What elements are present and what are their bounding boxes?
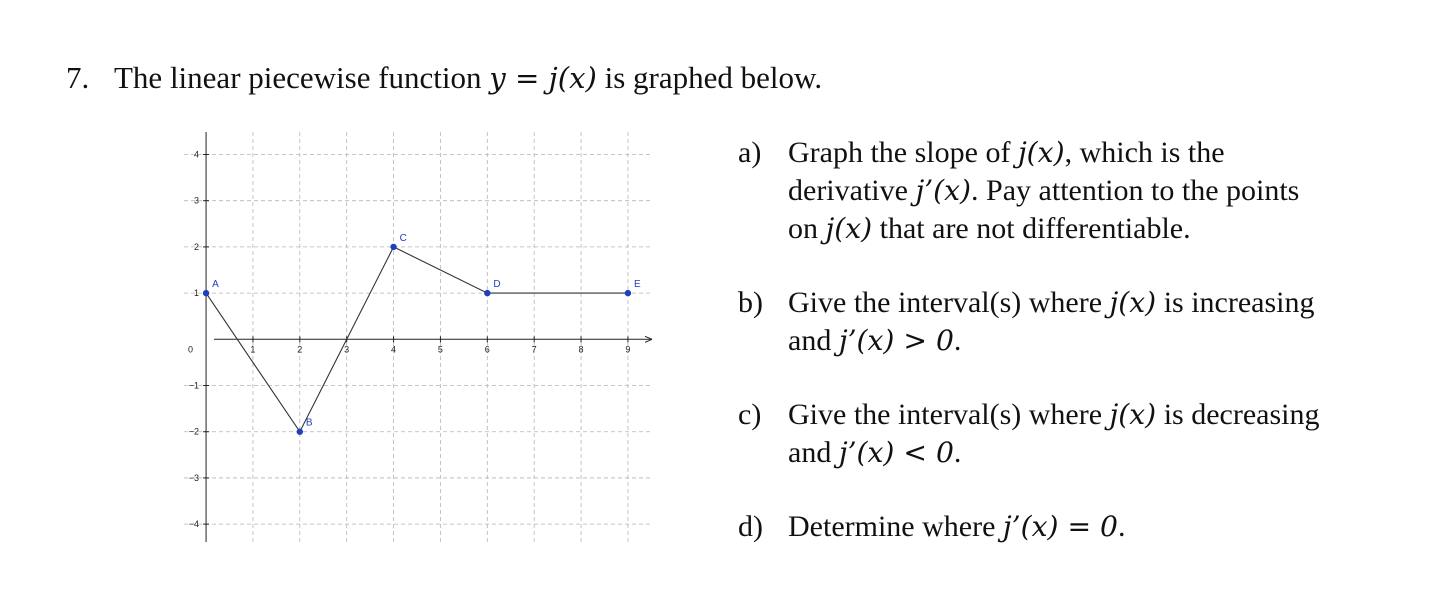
part-c-math: j’(x) < 0 (838, 436, 954, 469)
question-number: 7. (66, 60, 90, 95)
point-label: A (212, 279, 219, 291)
part-d-letter: d) (738, 510, 763, 543)
x-tick-label: 7 (531, 344, 537, 355)
part-a-text: derivative (788, 174, 916, 207)
part-a-text: on (788, 212, 826, 245)
part-c-line-2 (788, 434, 1428, 472)
point-label: B (305, 417, 313, 429)
part-d-math: j’(x) = 0 (1002, 510, 1118, 543)
part-d-text: Determine where (788, 510, 1003, 543)
part-a-text: . Pay attention to the points (971, 174, 1300, 207)
axes (206, 132, 652, 542)
part-b-text: and (788, 324, 839, 357)
point-d (484, 290, 490, 296)
part-a-text: , which is the (1064, 136, 1225, 169)
y-tick-label: 3 (194, 195, 200, 206)
x-tick-label: 4 (391, 344, 397, 355)
grid-lines (184, 132, 652, 542)
x-tick-label: 6 (484, 344, 490, 355)
point-b (297, 429, 303, 435)
function-graph (184, 132, 654, 542)
part-a-math: j(x) (1017, 136, 1065, 169)
y-tick-label: 1 (194, 288, 200, 299)
part-a-line-2 (788, 172, 1428, 210)
part-b-math: j’(x) > 0 (838, 324, 954, 357)
part-b-text: Give the interval(s) where (788, 286, 1110, 319)
y-tick-label: −3 (188, 472, 200, 483)
point-label: D (493, 279, 501, 291)
part-b-line-2 (788, 322, 1428, 360)
part-c-line-1 (788, 396, 1428, 434)
question-text-before: The linear piecewise function (114, 60, 490, 95)
part-c (738, 396, 1428, 472)
part-a-line-1 (788, 134, 1428, 172)
part-a-text: Graph the slope of (788, 136, 1018, 169)
point-a (203, 290, 209, 296)
graph-canvas (184, 132, 654, 542)
point-label: C (399, 232, 407, 244)
point-label: E (633, 279, 641, 291)
y-tick-label: −4 (188, 519, 200, 530)
part-a-math: j’(x) (915, 174, 972, 207)
part-a-math: j(x) (825, 212, 873, 245)
x-tick-label: 2 (297, 344, 303, 355)
y-tick-label: 4 (194, 149, 200, 160)
part-b-line-1 (788, 284, 1428, 322)
part-b (738, 284, 1428, 360)
function-points (203, 233, 641, 435)
part-b-math: j(x) (1109, 286, 1157, 319)
part-b-text: is increasing (1156, 286, 1315, 319)
part-a (738, 134, 1428, 248)
part-a-text: that are not differentiable. (872, 212, 1191, 245)
question-math: y = j(x) (489, 61, 597, 95)
question-title (66, 56, 822, 100)
x-tick-label: 8 (578, 344, 584, 355)
part-a-letter: a) (738, 136, 762, 169)
part-c-text: . (953, 436, 962, 469)
part-d (738, 508, 1428, 546)
part-c-text: Give the interval(s) where (788, 398, 1110, 431)
y-tick-label: 2 (194, 241, 200, 252)
part-c-math: j(x) (1109, 398, 1157, 431)
part-c-text: and (788, 436, 839, 469)
x-tick-label: 5 (437, 344, 443, 355)
x-tick-label: 9 (625, 344, 631, 355)
part-b-text: . (953, 324, 962, 357)
question-text-after: is graphed below. (596, 60, 823, 95)
part-c-letter: c) (738, 398, 762, 431)
x-tick-label: 1 (250, 344, 256, 355)
x-tick-label: 3 (344, 344, 350, 355)
y-tick-label: −2 (188, 426, 200, 437)
part-a-line-3 (788, 210, 1428, 248)
part-b-letter: b) (738, 286, 763, 319)
y-tick-label: −1 (188, 380, 200, 391)
part-c-text: is decreasing (1156, 398, 1320, 431)
part-d-text: . (1117, 510, 1126, 543)
x-tick-label: 0 (188, 344, 194, 355)
point-c (390, 244, 396, 250)
part-d-line-1 (788, 508, 1428, 546)
point-e (625, 290, 631, 296)
